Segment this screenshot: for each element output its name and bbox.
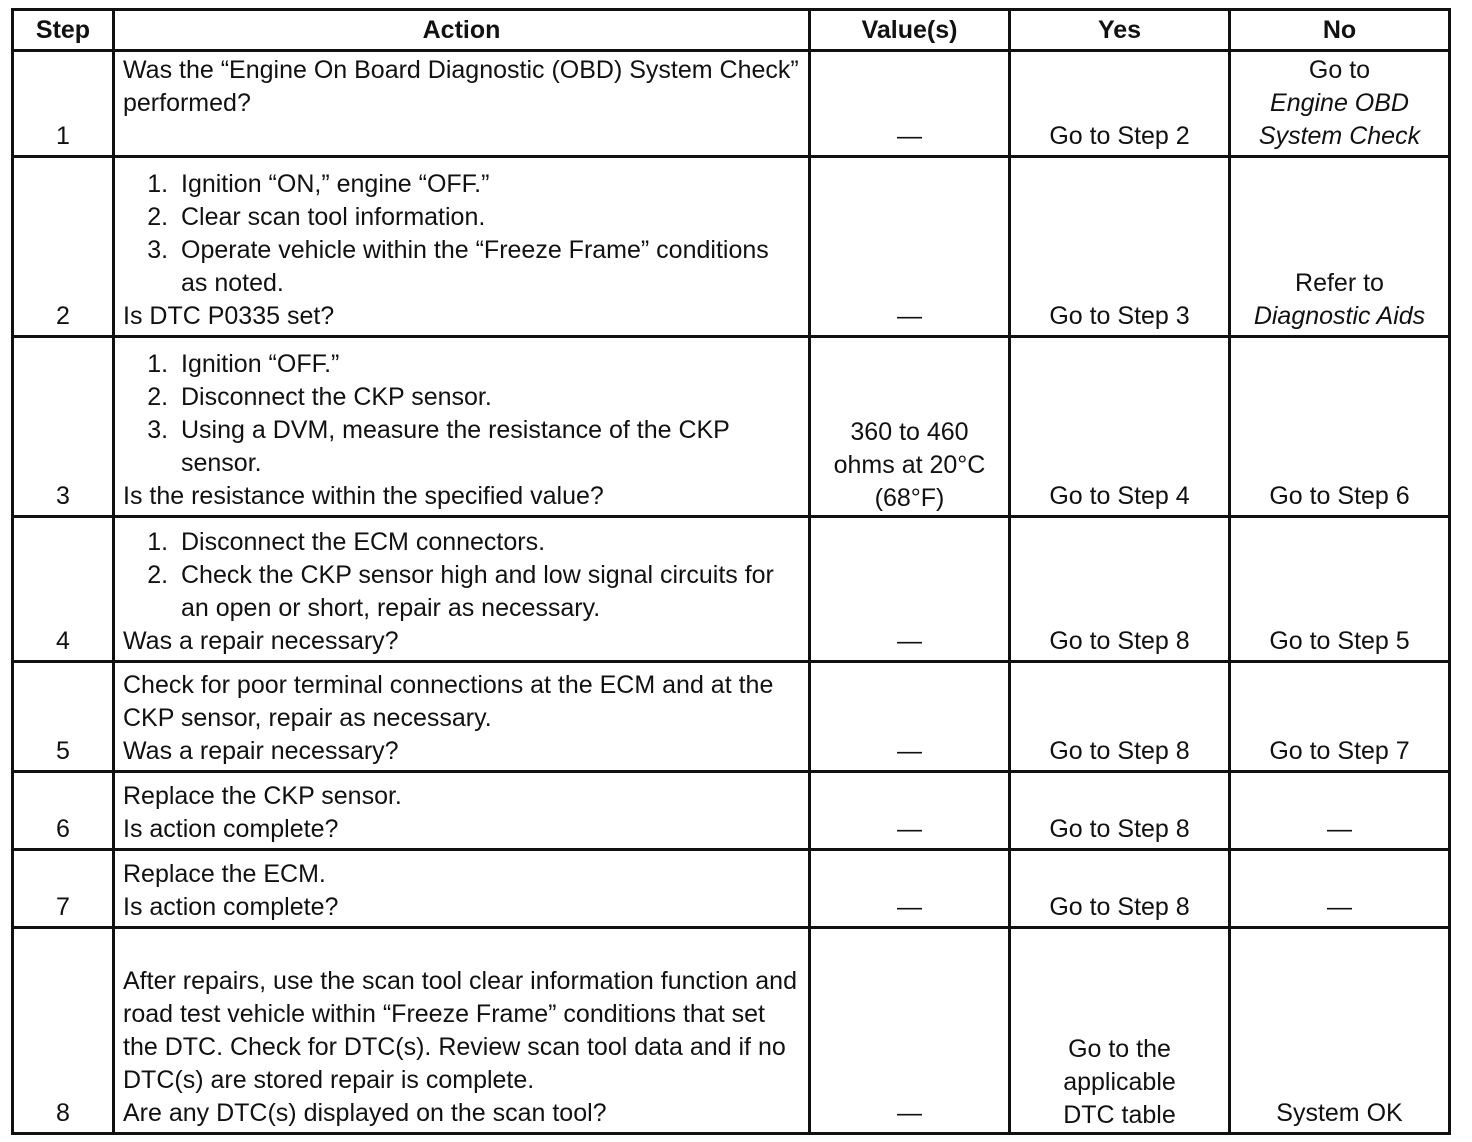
header-values: Value(s) bbox=[810, 10, 1010, 51]
step-number: 7 bbox=[13, 850, 114, 928]
action-cell bbox=[114, 337, 810, 517]
yes-cell: Go to Step 8 bbox=[1010, 517, 1230, 662]
action-question: Is action complete? bbox=[123, 893, 339, 921]
header-yes: Yes bbox=[1010, 10, 1230, 51]
no-reference: Engine OBD System Check bbox=[1258, 89, 1421, 150]
action-step-item: 1. Ignition “OFF.” bbox=[175, 348, 800, 381]
action-question: Is the resistance within the specified value? bbox=[123, 482, 604, 510]
action-step-item: 3. Using a DVM, measure the resistance of the CKP sensor. bbox=[175, 414, 800, 480]
step-number: 2 bbox=[13, 157, 114, 337]
action-step-item: 2. Clear scan tool information. bbox=[175, 201, 800, 234]
value-cell: — bbox=[810, 157, 1010, 337]
action-text: Was the “Engine On Board Diagnostic (OBD) System Check” performed? bbox=[123, 56, 799, 117]
action-question: Was a repair necessary? bbox=[123, 737, 399, 765]
action-step-list bbox=[123, 348, 800, 480]
yes-cell: Go to Step 8 bbox=[1010, 850, 1230, 928]
action-cell bbox=[114, 850, 810, 928]
diagnostic-table bbox=[11, 8, 1451, 1135]
value-cell: — bbox=[810, 51, 1010, 157]
action-step-item: 1. Disconnect the ECM connectors. bbox=[175, 526, 800, 559]
action-question: Is action complete? bbox=[123, 815, 339, 843]
table-row bbox=[13, 517, 1450, 662]
table-row bbox=[13, 51, 1450, 157]
value-cell: 360 to 460 ohms at 20°C (68°F) bbox=[810, 337, 1010, 517]
yes-cell: Go to Step 8 bbox=[1010, 772, 1230, 850]
table-row bbox=[13, 337, 1450, 517]
action-text: Replace the CKP sensor. bbox=[123, 782, 402, 810]
no-cell: Go to Step 7 bbox=[1230, 662, 1450, 772]
action-cell bbox=[114, 157, 810, 337]
action-cell bbox=[114, 51, 810, 157]
action-cell bbox=[114, 662, 810, 772]
table-row bbox=[13, 850, 1450, 928]
yes-cell: Go to the applicable DTC table bbox=[1010, 928, 1230, 1134]
no-reference: Diagnostic Aids bbox=[1253, 302, 1426, 330]
step-number: 8 bbox=[13, 928, 114, 1134]
action-text: Replace the ECM. bbox=[123, 860, 326, 888]
yes-cell: Go to Step 2 bbox=[1010, 51, 1230, 157]
action-question: Is DTC P0335 set? bbox=[123, 302, 335, 330]
action-cell bbox=[114, 928, 810, 1134]
action-step-item: 2. Disconnect the CKP sensor. bbox=[175, 381, 800, 414]
action-text: Check for poor terminal connections at the ECM and at the CKP sensor, repair as necessary. bbox=[123, 671, 774, 732]
table-row bbox=[13, 928, 1450, 1134]
action-step-list bbox=[123, 168, 800, 300]
action-question: Was a repair necessary? bbox=[123, 627, 399, 655]
table-row bbox=[13, 157, 1450, 337]
header-action: Action bbox=[114, 10, 810, 51]
action-question: Are any DTC(s) displayed on the scan tool? bbox=[123, 1099, 607, 1127]
value-cell: — bbox=[810, 850, 1010, 928]
action-step-item: 1. Ignition “ON,” engine “OFF.” bbox=[175, 168, 800, 201]
header-row bbox=[13, 10, 1450, 51]
step-number: 3 bbox=[13, 337, 114, 517]
action-step-item: 3. Operate vehicle within the “Freeze Frame” conditions as noted. bbox=[175, 234, 800, 300]
yes-cell: Go to Step 4 bbox=[1010, 337, 1230, 517]
value-cell: — bbox=[810, 517, 1010, 662]
header-step: Step bbox=[13, 10, 114, 51]
table-row bbox=[13, 662, 1450, 772]
no-cell bbox=[1230, 51, 1450, 157]
no-text: Go to bbox=[1308, 56, 1371, 84]
no-cell: Go to Step 6 bbox=[1230, 337, 1450, 517]
yes-cell: Go to Step 3 bbox=[1010, 157, 1230, 337]
no-cell: — bbox=[1230, 850, 1450, 928]
value-cell: — bbox=[810, 928, 1010, 1134]
action-step-item: 2. Check the CKP sensor high and low signal circuits for an open or short, repair as necessary. bbox=[175, 559, 800, 625]
step-number: 4 bbox=[13, 517, 114, 662]
no-text: Refer to bbox=[1295, 269, 1384, 297]
action-text: After repairs, use the scan tool clear information function and road test vehicle within “Freeze Frame” conditions that set the DTC. Check for DTC(s). Review scan tool data and if no DTC(s) are stored repair is complete. bbox=[123, 967, 797, 1094]
yes-cell: Go to Step 8 bbox=[1010, 662, 1230, 772]
no-cell: Go to Step 5 bbox=[1230, 517, 1450, 662]
step-number: 1 bbox=[13, 51, 114, 157]
value-cell: — bbox=[810, 772, 1010, 850]
no-cell bbox=[1230, 157, 1450, 337]
value-cell: — bbox=[810, 662, 1010, 772]
action-cell bbox=[114, 772, 810, 850]
action-step-list bbox=[123, 526, 800, 625]
step-number: 6 bbox=[13, 772, 114, 850]
table-row bbox=[13, 772, 1450, 850]
header-no: No bbox=[1230, 10, 1450, 51]
no-cell: — bbox=[1230, 772, 1450, 850]
action-cell bbox=[114, 517, 810, 662]
step-number: 5 bbox=[13, 662, 114, 772]
no-cell: System OK bbox=[1230, 928, 1450, 1134]
